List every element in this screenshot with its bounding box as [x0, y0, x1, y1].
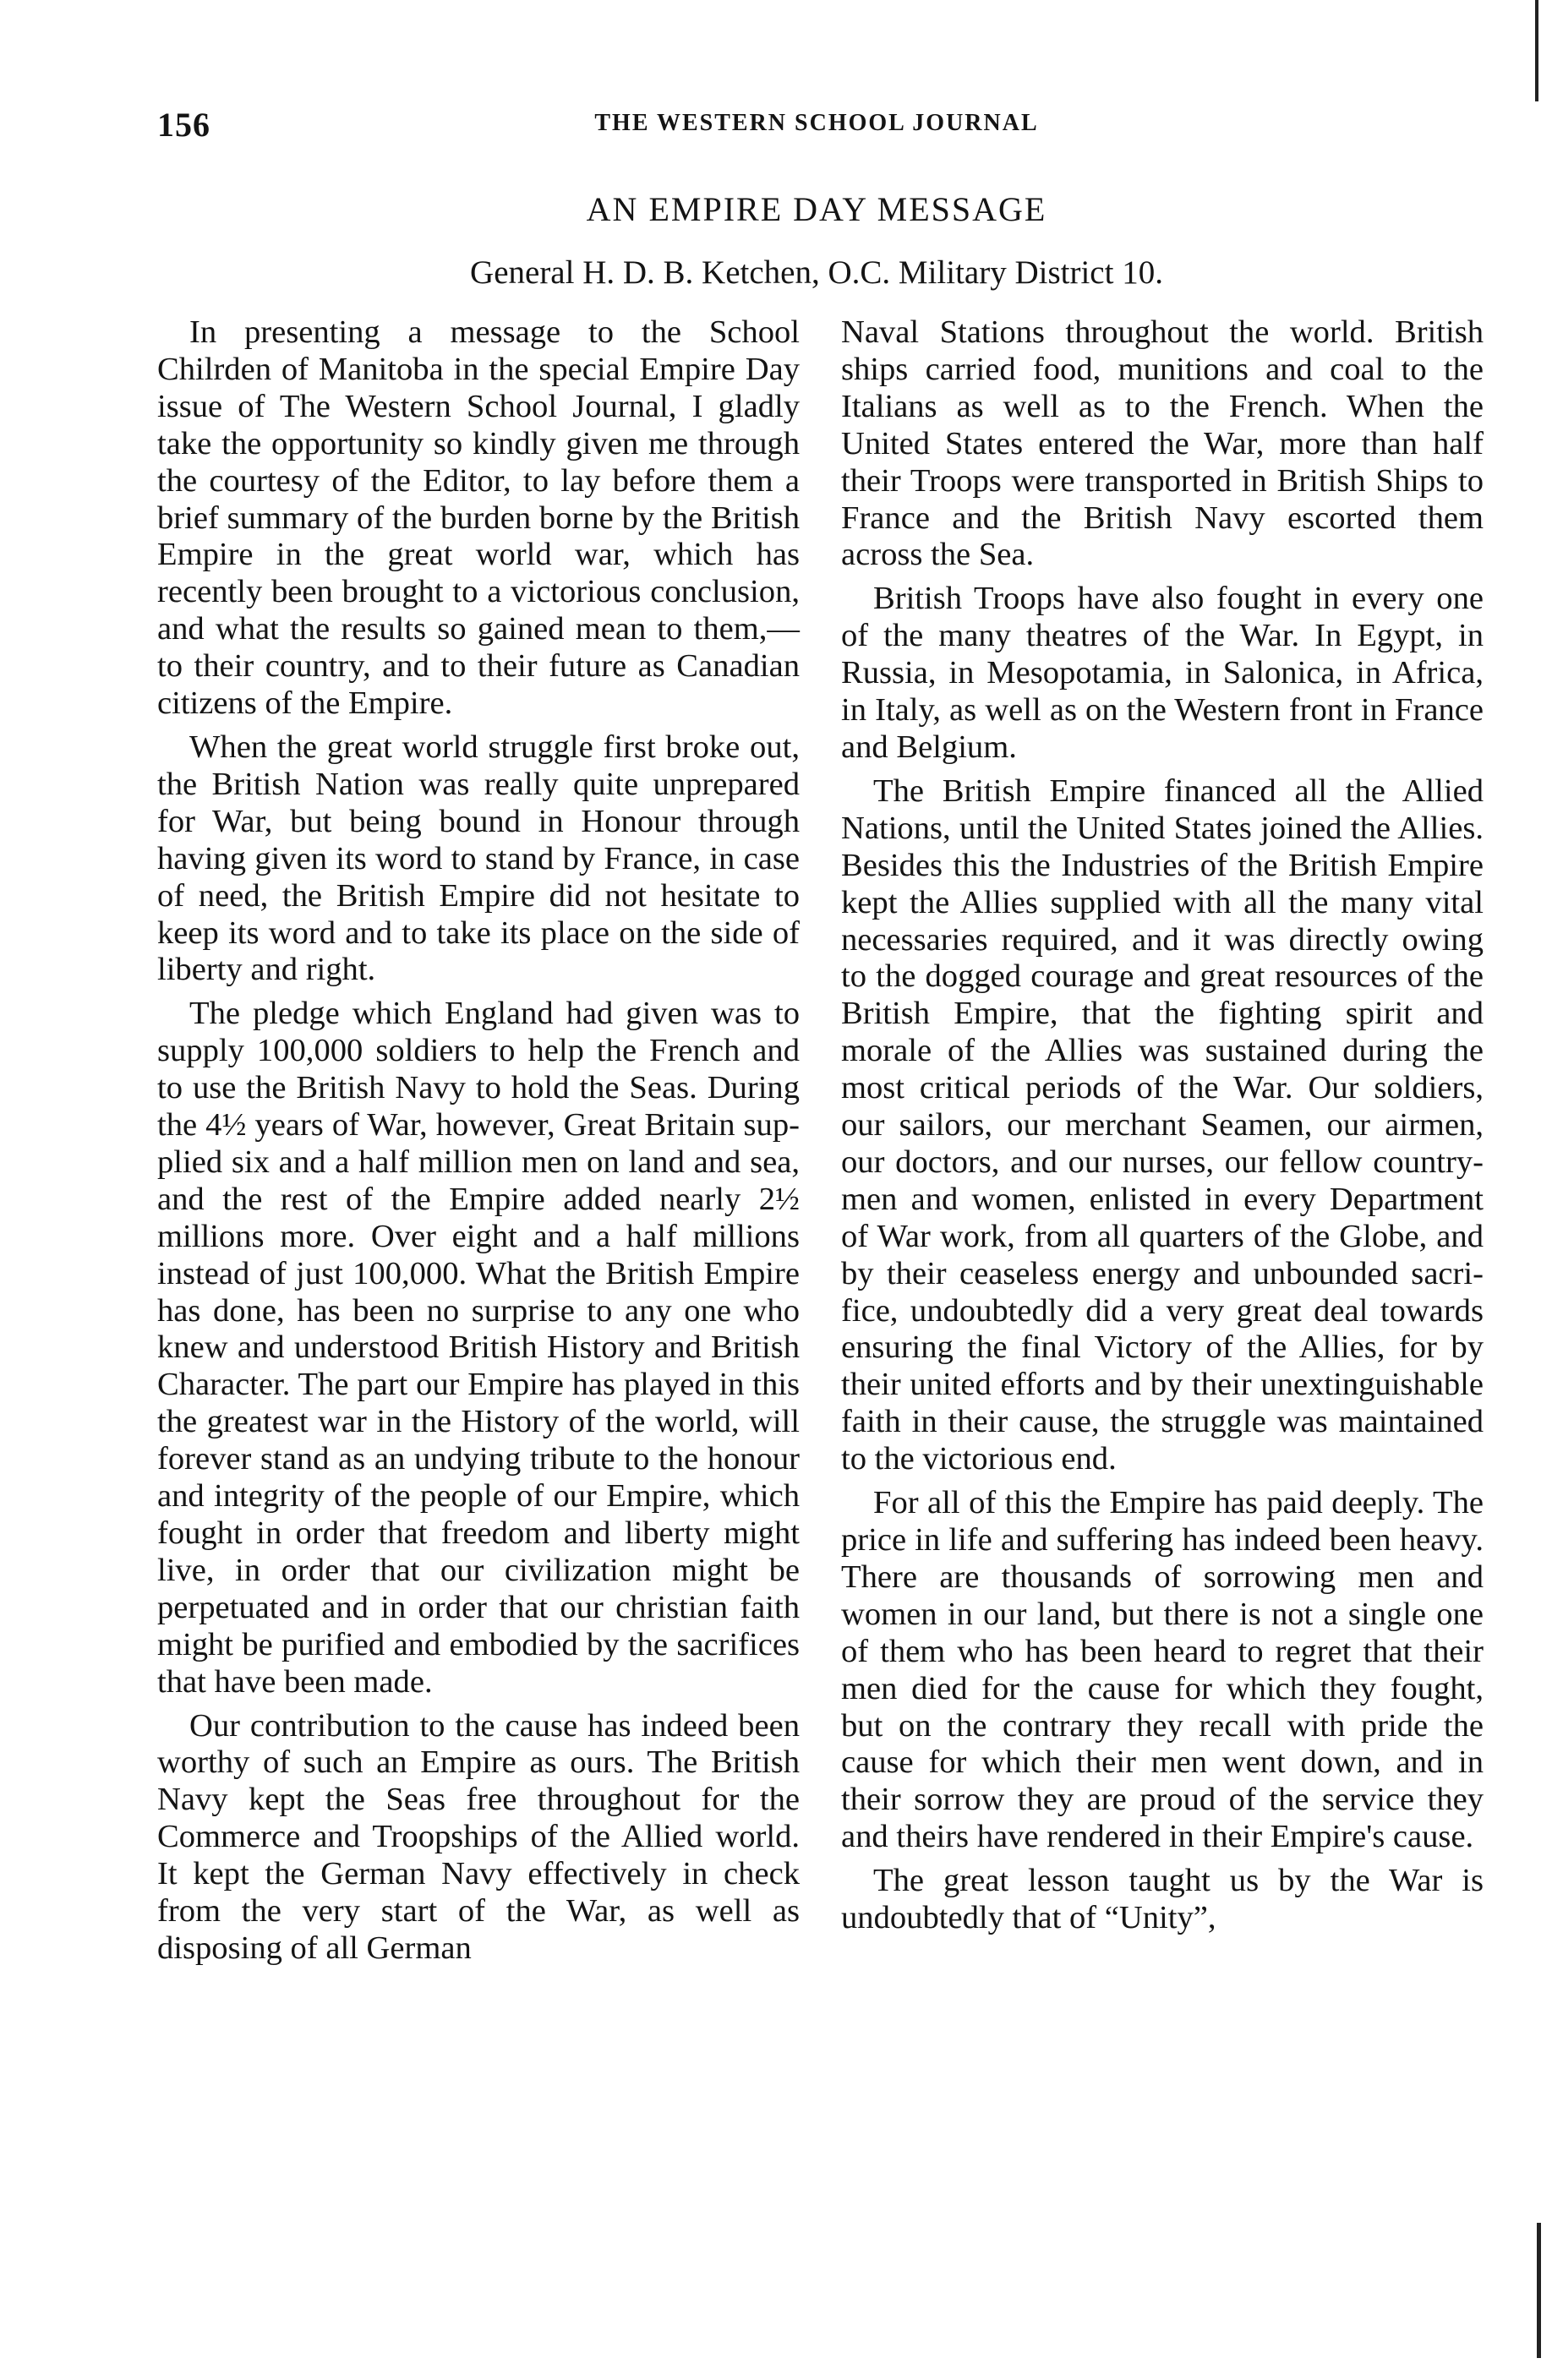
- left-column: [157, 314, 800, 1974]
- right-column: [841, 314, 1484, 1944]
- page-edge-mark: [1535, 0, 1538, 101]
- page-number: 156: [157, 106, 210, 144]
- paragraph: For all of this the Empire has paid deeply. The price in life and suffering has indeed been heavy. There are thousands of sorrowing men and women in our land, but there is not a single one of them who has been heard to regret that their men died for the cause for which they fought, but on the contrary they recall with pride the cause for which their men went down, and in their sorrow they are proud of the service they and theirs have rendered in their Empire's cause.: [841, 1485, 1484, 1855]
- paragraph: Our contribution to the cause has indeed been worthy of such an Empire as ours. The British Navy kept the Seas free throughout for the Commerce and Troopships of the Allied world. It kept the German Navy effectively in check from the very start of the War, as well as disposing of all German: [157, 1707, 800, 1966]
- page-edge-mark: [1537, 2223, 1541, 2358]
- article-title: AN EMPIRE DAY MESSAGE: [586, 190, 1047, 228]
- journal-title: THE WESTERN SCHOOL JOURNAL: [594, 110, 1039, 136]
- paragraph: British Troops have also fought in every one of the many theatres of the War. In Egypt, in Russia, in Mesopotamia, in Salonica, in Africa, in Italy, as well as on the Western front in France and Belgium.: [841, 581, 1484, 765]
- page-header: [157, 105, 1476, 156]
- paragraph: When the great world struggle first broke out, the British Nation was really quite unprepared for War, but being bound in Honour through having given its word to stand by France, in case of need, the British Empire did not hesitate to keep its word and to take its place on the side of liberty and right.: [157, 729, 800, 988]
- paragraph: In presenting a message to the School Chilrden of Manitoba in the special Empire Day issue of The Western School Journal, I gladly take the opportunity so kindly given me through the courtesy of the Editor, to lay before them a brief summary of the burden borne by the British Empire in the great world war, which has recently been brought to a victorious conclusion, and what the results so gained mean to them,—to their country, and to their future as Canadian citizens of the Empire.: [157, 314, 800, 722]
- paragraph: The pledge which England had given was to supply 100,000 soldiers to help the French and to use the British Navy to hold the Seas. During the 4½ years of War, however, Great Britain supplied six and a half million men on land and sea, and the rest of the Empire added nearly 2½ millions more. Over eight and a half millions instead of just 100,000. What the British Empire has done, has been no surprise to any one who knew and understood British History and British Character. The part our Empire has played in this the greatest war in the History of the world, will forever stand as an undying tribute to the honour and integrity of the people of our Empire, which fought in order that freedom and liberty might live, in order that our civilization might be perpetuated and in order that our christian faith might be purified and embodied by the sacrifices that have been made.: [157, 996, 800, 1700]
- paragraph: The great lesson taught us by the War is undoubtedly that of “Unity”,: [841, 1863, 1484, 1936]
- paragraph: Naval Stations throughout the world. British ships carried food, munitions and coal to the Italians as well as to the French. When the United States entered the War, more than half their Troops were transported in British Ships to France and the British Navy escorted them across the Sea.: [841, 314, 1484, 573]
- article-byline: General H. D. B. Ketchen, O.C. Military District 10.: [470, 254, 1163, 291]
- paragraph: The British Empire financed all the Allied Nations, until the United States joined the Allies. Besides this the Industries of the British Empire kept the Allies supplied with all the many vital necessaries required, and it was directly owing to the dogged courage and great resources of the British Empire, that the fighting spirit and morale of the Allies was sustained during the most critical periods of the War. Our soldiers, our sailors, our merchant Seamen, our airmen, our doctors, and our nurses, our fellow countrymen and women, enlisted in every Department of War work, from all quarters of the Globe, and by their ceaseless energy and unbounded sacrifice, undoubtedly did a very great deal towards ensuring the final Victory of the Allies, for by their united efforts and by their unextinguishable faith in their cause, the struggle was maintained to the victorious end.: [841, 772, 1484, 1477]
